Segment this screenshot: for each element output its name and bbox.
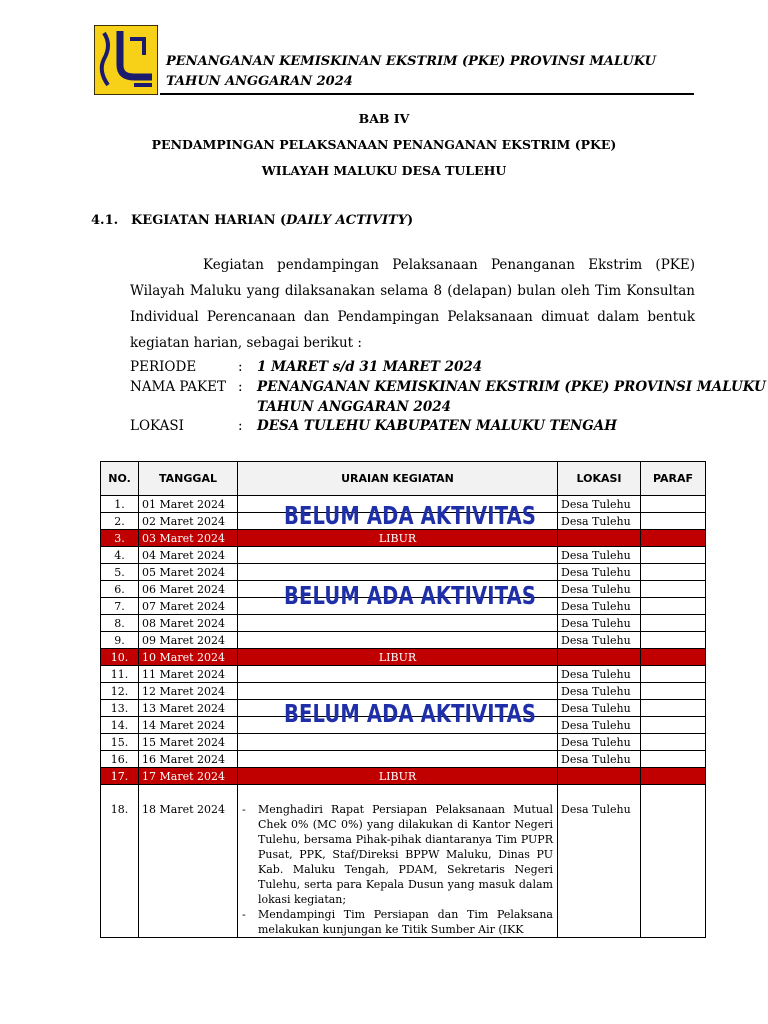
cell-lokasi: Desa Tulehu — [558, 700, 641, 717]
lokasi-label: LOKASI — [130, 418, 184, 434]
cell-paraf — [641, 513, 706, 530]
cell-lokasi — [558, 768, 641, 785]
cell-no: 18. — [101, 785, 139, 938]
cell-uraian — [238, 615, 558, 632]
cell-date: 18 Maret 2024 — [139, 785, 238, 938]
cell-date: 09 Maret 2024 — [139, 632, 238, 649]
chapter-title: BAB IV — [358, 111, 410, 126]
cell-paraf — [641, 734, 706, 751]
cell-no: 13. — [101, 700, 139, 717]
cell-uraian — [238, 547, 558, 564]
section-heading — [91, 213, 413, 228]
cell-no: 17. — [101, 768, 139, 785]
pupr-logo — [94, 25, 158, 95]
cell-paraf — [641, 581, 706, 598]
intro-paragraph-text: Kegiatan pendampingan Pelaksanaan Penanganan Ekstrim (PKE) Wilayah Maluku yang dilaksanakan selama 8 (delapan) bulan oleh Tim Konsultan Individual Perencanaan dan Pendampingan Pelaksanaan dimuat dalam bentuk kegiatan harian, sebagai berikut : — [130, 257, 695, 351]
paket-value-1: PENANGANAN KEMISKINAN EKSTRIM (PKE) PROVINSI MALUKU — [257, 379, 766, 395]
header-lokasi: LOKASI — [558, 462, 641, 496]
cell-no: 14. — [101, 717, 139, 734]
cell-no: 9. — [101, 632, 139, 649]
header-divider — [160, 93, 694, 95]
header-uraian: URAIAN KEGIATAN — [238, 462, 558, 496]
cell-uraian: LIBUR — [238, 649, 558, 666]
cell-no: 5. — [101, 564, 139, 581]
table-row — [101, 785, 706, 938]
cell-date: 01 Maret 2024 — [139, 496, 238, 513]
header-line-1: PENANGANAN KEMISKINAN EKSTRIM (PKE) PROVINSI MALUKU — [166, 54, 656, 69]
header-paraf: PARAF — [641, 462, 706, 496]
cell-date: 13 Maret 2024 — [139, 700, 238, 717]
cell-lokasi: Desa Tulehu — [558, 683, 641, 700]
cell-no: 8. — [101, 615, 139, 632]
cell-paraf — [641, 564, 706, 581]
bullet-dash: - — [242, 803, 246, 816]
cell-date: 10 Maret 2024 — [139, 649, 238, 666]
periode-value: 1 MARET s/d 31 MARET 2024 — [257, 359, 483, 375]
cell-uraian — [238, 564, 558, 581]
lokasi-value: DESA TULEHU KABUPATEN MALUKU TENGAH — [257, 418, 617, 434]
cell-paraf — [641, 547, 706, 564]
header-tanggal: TANGGAL — [139, 462, 238, 496]
cell-lokasi: Desa Tulehu — [558, 564, 641, 581]
table-row — [101, 564, 706, 581]
cell-paraf — [641, 496, 706, 513]
table-row — [101, 547, 706, 564]
cell-paraf — [641, 768, 706, 785]
periode-label: PERIODE — [130, 359, 197, 375]
table-row — [101, 666, 706, 683]
cell-paraf — [641, 751, 706, 768]
cell-no: 3. — [101, 530, 139, 547]
cell-paraf — [641, 666, 706, 683]
paket-label: NAMA PAKET — [130, 379, 226, 395]
document-header — [166, 52, 656, 92]
cell-paraf — [641, 598, 706, 615]
section-number: 4.1. — [91, 213, 119, 228]
cell-uraian: LIBUR — [238, 768, 558, 785]
cell-date: 11 Maret 2024 — [139, 666, 238, 683]
cell-lokasi: Desa Tulehu — [558, 598, 641, 615]
cell-paraf — [641, 632, 706, 649]
cell-no: 12. — [101, 683, 139, 700]
bullet-text: Mendampingi Tim Persiapan dan Tim Pelaksana melakukan kunjungan ke Titik Sumber Air (IKK — [258, 908, 553, 936]
cell-date: 05 Maret 2024 — [139, 564, 238, 581]
cell-date: 07 Maret 2024 — [139, 598, 238, 615]
meta-periode — [130, 357, 482, 377]
cell-date: 14 Maret 2024 — [139, 717, 238, 734]
cell-date: 08 Maret 2024 — [139, 615, 238, 632]
cell-no: 2. — [101, 513, 139, 530]
cell-no: 7. — [101, 598, 139, 615]
cell-date: 03 Maret 2024 — [139, 530, 238, 547]
cell-date: 15 Maret 2024 — [139, 734, 238, 751]
cell-no: 16. — [101, 751, 139, 768]
colon: : — [238, 379, 243, 395]
cell-uraian — [238, 785, 558, 938]
cell-uraian — [238, 632, 558, 649]
table-header-row — [101, 462, 706, 496]
cell-paraf — [641, 530, 706, 547]
cell-date: 12 Maret 2024 — [139, 683, 238, 700]
section-label: KEGIATAN HARIAN ( — [131, 213, 287, 228]
colon: : — [238, 359, 243, 375]
cell-no: 4. — [101, 547, 139, 564]
cell-lokasi: Desa Tulehu — [558, 666, 641, 683]
cell-uraian — [238, 666, 558, 683]
cell-date: 04 Maret 2024 — [139, 547, 238, 564]
no-activity-stamp: BELUM ADA AKTIVITAS — [284, 699, 537, 728]
section-label-italic: DAILY ACTIVITY — [286, 213, 407, 228]
table-row — [101, 768, 706, 785]
colon: : — [238, 418, 243, 434]
cell-date: 06 Maret 2024 — [139, 581, 238, 598]
meta-paket-cont — [130, 397, 451, 417]
header-no: NO. — [101, 462, 139, 496]
cell-paraf — [641, 683, 706, 700]
chapter-subtitle-1: PENDAMPINGAN PELAKSANAAN PENANGANAN EKSTRIM (PKE) — [151, 137, 617, 152]
cell-no: 15. — [101, 734, 139, 751]
table-row — [101, 632, 706, 649]
header-line-2: TAHUN ANGGARAN 2024 — [166, 74, 353, 89]
activity-bullet — [242, 802, 553, 907]
meta-paket — [130, 377, 766, 397]
cell-paraf — [641, 785, 706, 938]
cell-paraf — [641, 700, 706, 717]
cell-no: 1. — [101, 496, 139, 513]
table-row — [101, 683, 706, 700]
cell-no: 11. — [101, 666, 139, 683]
cell-lokasi: Desa Tulehu — [558, 581, 641, 598]
cell-uraian: LIBUR — [238, 530, 558, 547]
cell-no: 10. — [101, 649, 139, 666]
table-row — [101, 649, 706, 666]
bullet-text: Menghadiri Rapat Persiapan Pelaksanaan Mutual Chek 0% (MC 0%) yang dilakukan di Kantor Negeri Tulehu, bersama Pihak-pihak diantaranya Tim PUPR Pusat, PPK, Staf/Direksi BPPW Maluku, Dinas PU Kab. Maluku Tengah, PDAM, Sekretaris Negeri Tulehu, serta para Kepala Dusun yang masuk dalam lokasi kegiatan; — [258, 803, 553, 906]
table-row — [101, 615, 706, 632]
cell-lokasi — [558, 530, 641, 547]
cell-uraian — [238, 683, 558, 700]
cell-lokasi: Desa Tulehu — [558, 717, 641, 734]
cell-lokasi: Desa Tulehu — [558, 751, 641, 768]
cell-lokasi: Desa Tulehu — [558, 513, 641, 530]
table-row — [101, 530, 706, 547]
cell-lokasi: Desa Tulehu — [558, 632, 641, 649]
activity-bullet — [242, 907, 553, 937]
section-label-end: ) — [407, 213, 414, 228]
cell-uraian — [238, 751, 558, 768]
cell-paraf — [641, 615, 706, 632]
cell-no: 6. — [101, 581, 139, 598]
cell-lokasi: Desa Tulehu — [558, 496, 641, 513]
cell-paraf — [641, 649, 706, 666]
cell-lokasi: Desa Tulehu — [558, 734, 641, 751]
intro-paragraph — [130, 252, 695, 356]
table-row — [101, 751, 706, 768]
no-activity-stamp: BELUM ADA AKTIVITAS — [284, 501, 537, 530]
chapter-subtitle-2: WILAYAH MALUKU DESA TULEHU — [261, 163, 507, 178]
cell-date: 16 Maret 2024 — [139, 751, 238, 768]
cell-paraf — [641, 717, 706, 734]
no-activity-stamp: BELUM ADA AKTIVITAS — [284, 581, 537, 610]
cell-uraian — [238, 734, 558, 751]
meta-lokasi — [130, 416, 617, 436]
cell-lokasi: Desa Tulehu — [558, 547, 641, 564]
cell-lokasi: Desa Tulehu — [558, 615, 641, 632]
table-row — [101, 734, 706, 751]
cell-lokasi — [558, 649, 641, 666]
cell-date: 02 Maret 2024 — [139, 513, 238, 530]
cell-lokasi: Desa Tulehu — [558, 785, 641, 938]
cell-date: 17 Maret 2024 — [139, 768, 238, 785]
paket-value-2: TAHUN ANGGARAN 2024 — [257, 399, 452, 415]
bullet-dash: - — [242, 908, 246, 921]
